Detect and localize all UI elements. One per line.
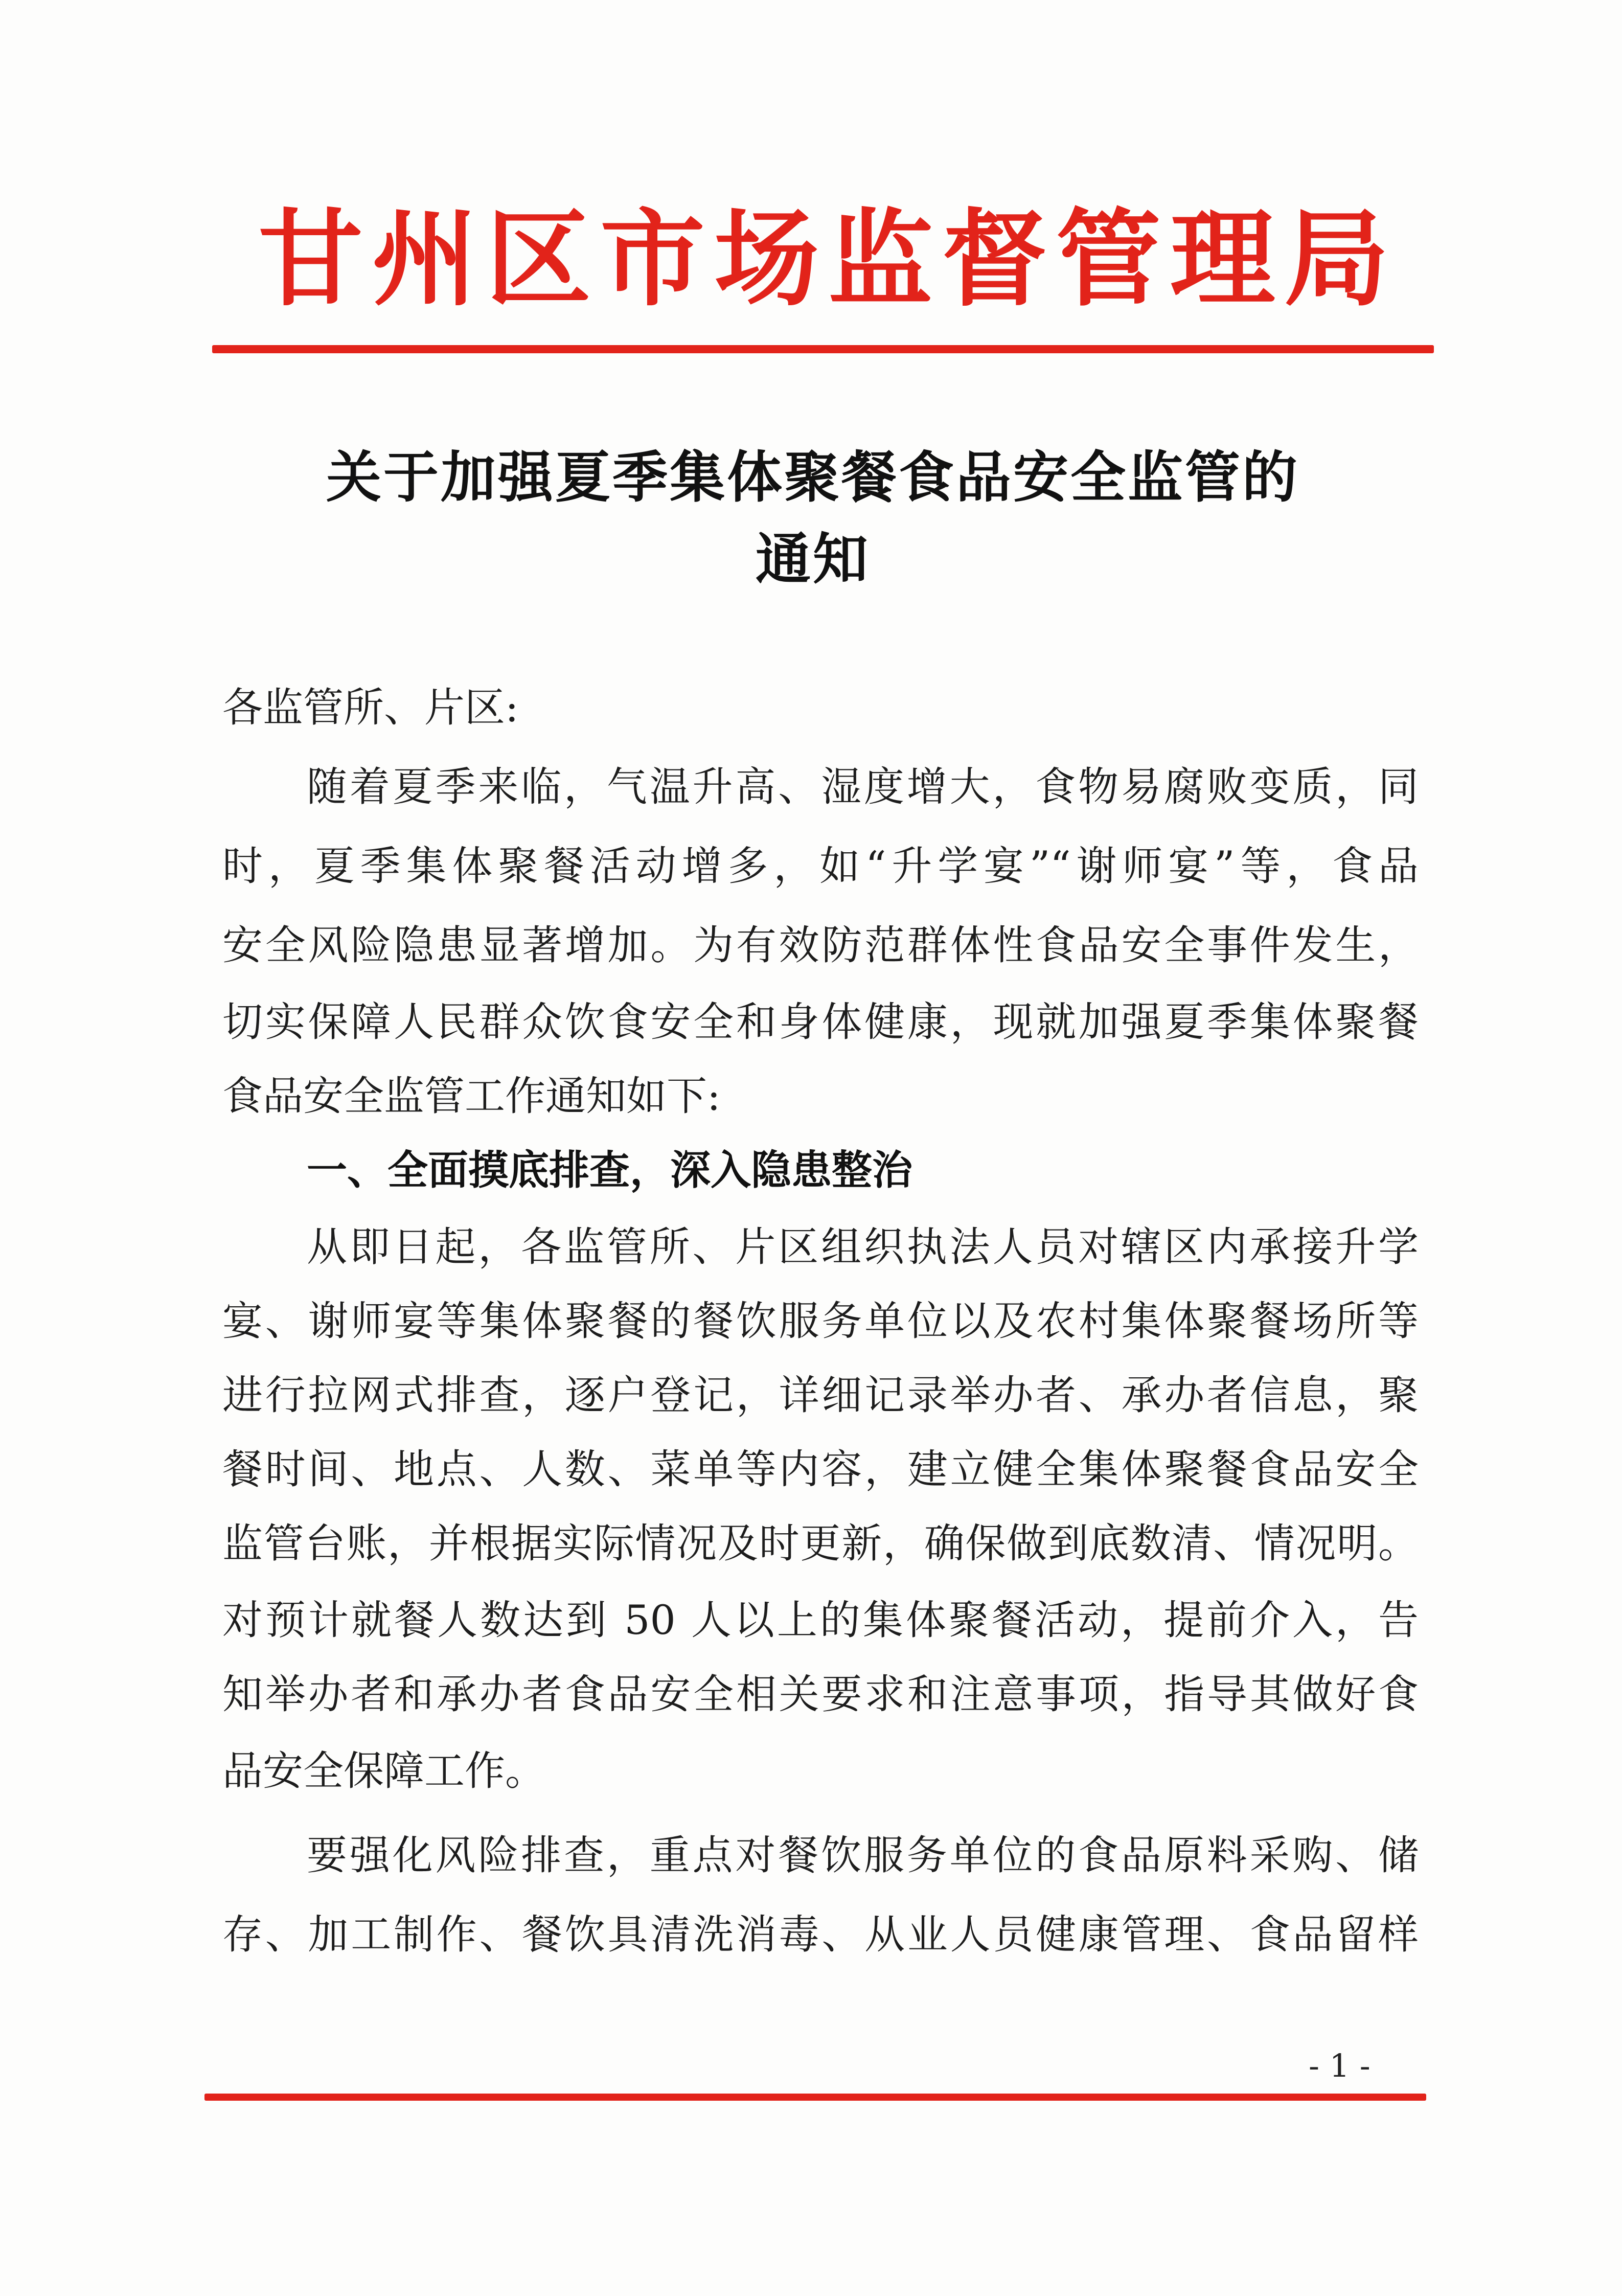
masthead-red-rule: [212, 345, 1434, 353]
section-1-line: 监管台账，并根据实际情况及时更新，确保做到底数清、情况明。: [222, 1520, 1419, 1567]
section-1-line: 知举办者和承办者食品安全相关要求和注意事项，指导其做好食: [222, 1671, 1419, 1718]
agency-masthead: 甘州区市场监督管理局: [258, 198, 1398, 321]
section-1-line: 对预计就餐人数达到 50 人以上的集体聚餐活动，提前介入，告: [222, 1597, 1419, 1644]
section-1-line: 从即日起，各监管所、片区组织执法人员对辖区内承接升学: [307, 1223, 1419, 1270]
section-1-line: 餐时间、地点、人数、菜单等内容，建立健全集体聚餐食品安全: [222, 1446, 1419, 1493]
intro-line: 时，夏季集体聚餐活动增多，如“升学宴”“谢师宴”等，食品: [222, 843, 1419, 890]
intro-line: 切实保障人民群众饮食安全和身体健康，现就加强夏季集体聚餐: [222, 998, 1419, 1045]
intro-line: 安全风险隐患显著增加。为有效防范群体性食品安全事件发生，: [222, 922, 1419, 969]
section-1-line: 进行拉网式排查，逐户登记，详细记录举办者、承办者信息，聚: [222, 1372, 1419, 1419]
document-title-line-2: 通知: [755, 527, 870, 592]
intro-line: 食品安全监管工作通知如下:: [222, 1073, 721, 1120]
section-1-para2-line: 存、加工制作、餐饮具清洗消毒、从业人员健康管理、食品留样: [222, 1911, 1419, 1958]
footer-red-rule: [204, 2094, 1426, 2101]
section-1-para2-line: 要强化风险排查，重点对餐饮服务单位的食品原料采购、储: [307, 1832, 1419, 1879]
section-1-line: 宴、谢师宴等集体聚餐的餐饮服务单位以及农村集体聚餐场所等: [222, 1298, 1419, 1345]
page-number: - 1 -: [1309, 2047, 1370, 2084]
salutation: 各监管所、片区:: [222, 684, 519, 731]
section-1-heading: 一、全面摸底排查，深入隐患整治: [307, 1147, 912, 1194]
section-1-line: 品安全保障工作。: [222, 1747, 545, 1794]
intro-line: 随着夏季来临，气温升高、湿度增大，食物易腐败变质，同: [307, 763, 1419, 810]
document-title-line-1: 关于加强夏季集体聚餐食品安全监管的: [326, 445, 1299, 510]
